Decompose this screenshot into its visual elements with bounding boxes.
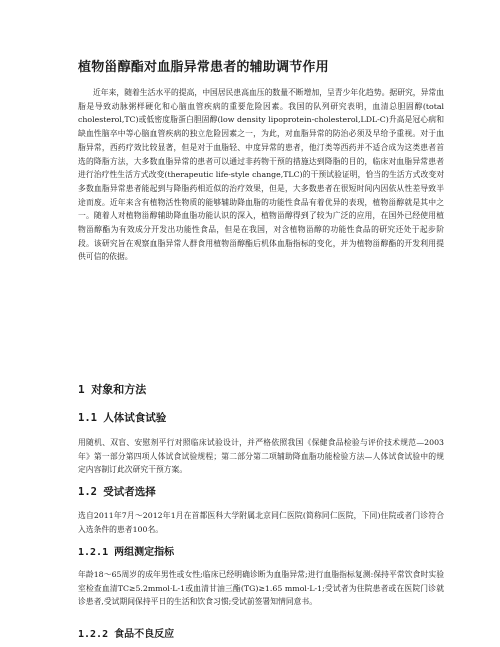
paragraph-1-2: 选自2011年7月～2012年1月在首都医科大学附属北京同仁医院(简称同仁医院，下同)住院或者门诊符合入选条件的患者100名。 — [78, 511, 444, 534]
section-heading-1-2-1: 1.2.1 两组测定指标 — [78, 547, 175, 558]
section-heading-1-2-2: 1.2.2 食品不良反应 — [78, 629, 175, 640]
section-heading-1-2: 1.2 受试者选择 — [78, 486, 156, 498]
paragraph-1-2-1: 年龄18～65周岁的成年男性或女性;临床已经明确诊断为血脂异常;进行血脂指标复测:保持平常饮食时实验室检查血清TC≥5.2mmol·L-1或血清甘油三酯(TG)≥1.65 mmol·L-1;受试者为住院患者或在医院门诊就诊患者,受试期间保持平日的生活和饮食习惯;受试前签署知情同意书。 — [78, 570, 444, 607]
intro-paragraph: 近年来，随着生活水平的提高，中国居民患高血压的数量不断增加，呈青少年化趋势。据研究，异常血脂是导致动脉粥样硬化和心脑血管疾病的重要危险因素。我国的队列研究表明，血清总胆固醇(total cholesterol,TC)或低密度脂蛋白胆固醇(low density lipoprotein-cholesterol,LDL-C)升高是冠心病和缺血性脑卒中等心脑血管疾病的独立危险因素之一，为此，对血脂异常的防治必须及早给予重视。对于血脂异常，西药疗效比较显著，但是对于血脂轻、中度异常的患者，他汀类等西药并不适合成为这类患者首选的降脂方法，大多数血脂异常的患者可以通过非药物干预的措施达到降脂的目的，临床对血脂异常患者进行治疗性生活方式改变(therapeutic life-style change,TLC)的干预试验证明，恰当的生活方式改变对多数血脂异常患者能起到与降脂药相近似的治疗效果，但是，大多数患者在很短时间内因依从性差导致半途而废。近年来含有植物活性物质的能够辅助降血脂的功能性食品有着优异的表现，植物甾醇就是其中之一。随着人对植物甾醇辅助降血脂功能认识的深入，植物甾醇得到了较为广泛的应用，在国外已经使用植物甾醇酯为有效成分开发出功能性食品，但是在我国，对含植物甾醇的功能性食品的研究还处于起步阶段。该研究旨在观察血脂异常人群食用植物甾醇酯后机体血脂指标的变化，并为植物甾醇酯的开发利用提供可信的依据。 — [78, 88, 444, 262]
paragraph-1-1: 用随机、双盲、安慰剂平行对照临床试验设计，并严格依照我国《保健食品检验与评价技术规范—2003年》第一部分第四项人体试食试验规程；第二部分第二项辅助降血脂功能检验方法—人体试食试验中的规定内容制订此次研究干预方案。 — [78, 438, 444, 475]
section-heading-1-1: 1.1 人体试食试验 — [78, 412, 167, 424]
section-heading-1: 1 对象和方法 — [78, 383, 147, 396]
paper-title: 植物甾醇酯对血脂异常患者的辅助调节作用 — [78, 60, 329, 75]
